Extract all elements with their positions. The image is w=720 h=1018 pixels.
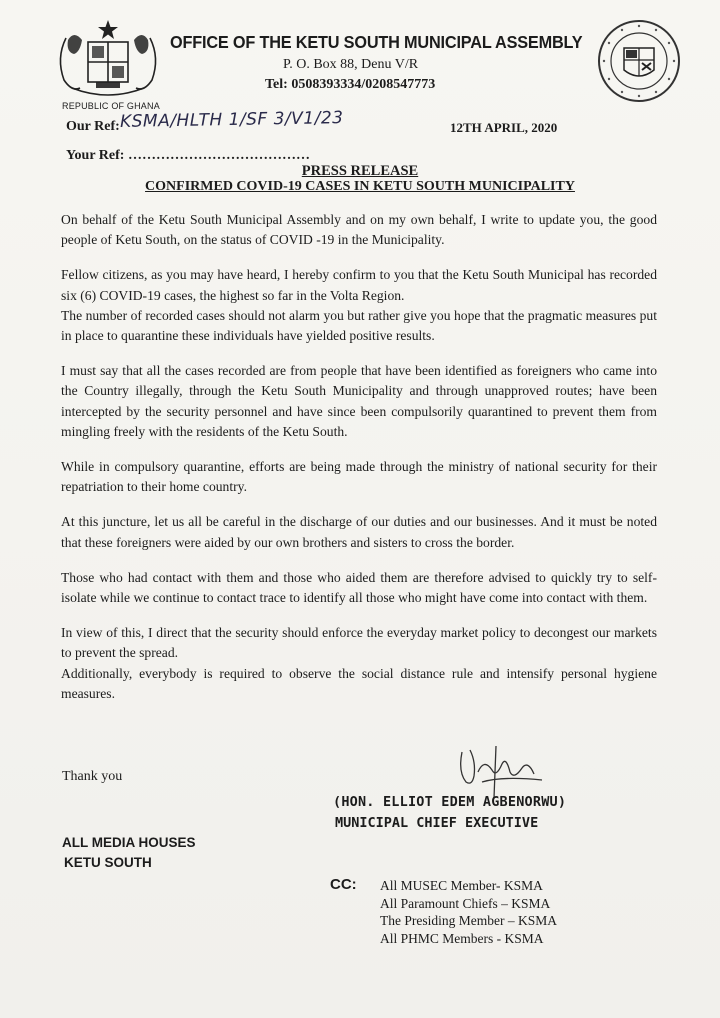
thank-you: Thank you <box>62 769 123 784</box>
paragraph: The number of recorded cases should not alarm you but rather give you hope that the pragmatic measures put in place to quarantine these individuals have yielded positive results. <box>61 307 657 344</box>
office-title: OFFICE OF THE KETU SOUTH MUNICIPAL ASSEMBLY <box>170 32 583 52</box>
cc-item: All Paramount Chiefs – KSMA <box>380 895 551 911</box>
paragraph: While in compulsory quarantine, efforts are being made through the ministry of national security for their repatriation to their home country. <box>61 459 657 495</box>
signature-icon <box>452 742 552 800</box>
municipal-seal-icon <box>596 18 682 104</box>
paragraph: I must say that all the cases recorded are from people that have been identified as foreigners who came into the Country illegally, through the Ketu South Municipality and through unapproved routes; have been intercepted by the security personnel and have since been compulsorily quarantined to prevent them from mingling freely with the residents of the Ketu South. <box>61 363 657 439</box>
cc-label: CC: <box>330 876 357 893</box>
document-date: 12TH APRIL, 2020 <box>450 120 558 135</box>
paragraph: Additionally, everybody is required to observe the social distance rule and intensify personal hygiene measures. <box>61 665 657 701</box>
your-ref-label: Your Ref: <box>66 148 125 163</box>
republic-caption: REPUBLIC OF GHANA <box>62 101 160 111</box>
cc-list <box>380 877 557 947</box>
recipient-line-2: KETU SOUTH <box>64 855 152 870</box>
ghana-coat-of-arms-icon <box>52 18 164 104</box>
cc-item: All MUSEC Member- KSMA <box>380 878 543 893</box>
subject-heading: CONFIRMED COVID-19 CASES IN KETU SOUTH MUNICIPALITY <box>145 179 575 194</box>
document-body <box>61 210 657 719</box>
paragraph: Those who had contact with them and those who aided them are therefore advised to quickly try to self-isolate while we continue to contact trace to identify all those who might have come into contact with them. <box>61 569 657 606</box>
your-ref <box>66 148 310 164</box>
cc-item: The Presiding Member – KSMA <box>380 913 557 928</box>
paragraph: In view of this, I direct that the security should enforce the everyday market policy to decongest our markets to prevent the spread. <box>61 625 657 661</box>
paragraph: On behalf of the Ketu South Municipal Assembly and on my own behalf, I write to update you, the good people of Ketu South, on the status of COVID -19 in the Municipality. <box>61 212 657 248</box>
your-ref-value: ………………………………… <box>127 148 310 163</box>
cc-item: All PHMC Members - KSMA <box>380 930 544 946</box>
press-release-heading-text: PRESS RELEASE <box>301 163 419 179</box>
our-ref-handwritten: KSMA/HLTH 1/SF 3/V1/23 <box>119 108 344 132</box>
paragraph: At this juncture, let us all be careful in the discharge of our duties and our businesses. And it must be noted that these foreigners were aided by our own brothers and sisters to cross the border. <box>61 514 657 550</box>
recipient-line-1: ALL MEDIA HOUSES <box>62 835 196 850</box>
signatory-name: (HON. ELLIOT EDEM AGBENORWU) <box>333 794 567 810</box>
po-box: P. O. Box 88, Denu V/R <box>283 57 419 72</box>
telephone: Tel: 0508393334/0208547773 <box>265 77 436 92</box>
our-ref-label: Our Ref: <box>66 119 120 134</box>
press-release-heading <box>0 163 720 180</box>
signatory-title: MUNICIPAL CHIEF EXECUTIVE <box>335 815 539 831</box>
paragraph: Fellow citizens, as you may have heard, I hereby confirm to you that the Ketu South Municipal has recorded six (6) COVID-19 cases, the highest so far in the Volta Region. <box>61 267 657 303</box>
